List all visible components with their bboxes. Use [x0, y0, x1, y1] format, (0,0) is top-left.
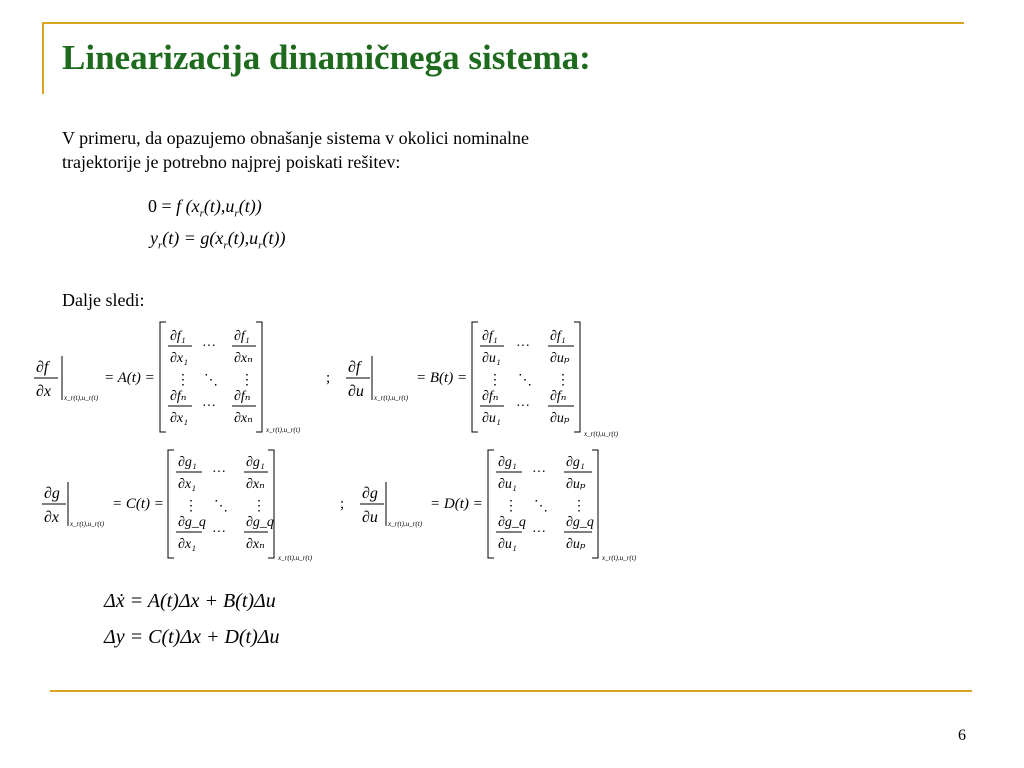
svg-text:⋮: ⋮: [176, 373, 190, 388]
svg-text:∂x: ∂x: [44, 509, 60, 526]
svg-text:∂u: ∂u: [362, 509, 378, 526]
svg-text:⋮: ⋮: [572, 499, 586, 514]
slide-title: Linearizacija dinamičnega sistema:: [62, 38, 591, 77]
svg-text:∂u₁: ∂u₁: [498, 477, 517, 492]
svg-text:⋮: ⋮: [184, 499, 198, 514]
svg-text:∂f₁: ∂f₁: [550, 329, 566, 344]
nominal-output-equation: $y_r(t) = g(x_r(t),u_r(t))$: [150, 228, 286, 252]
eval-subscript: x_r(t),u_r(t): [64, 394, 99, 402]
svg-text:x_r(t),u_r(t): x_r(t),u_r(t): [374, 394, 409, 402]
svg-text:∂x: ∂x: [36, 383, 52, 400]
linearized-output-equation: Δy = C(t)Δx + D(t)Δu: [104, 626, 280, 648]
svg-text:∂g₁: ∂g₁: [566, 455, 585, 470]
svg-text:∂x₁: ∂x₁: [178, 537, 196, 552]
svg-text:∂uₚ: ∂uₚ: [566, 537, 586, 552]
svg-text:x_r(t),u_r(t): x_r(t),u_r(t): [388, 520, 423, 528]
separator-1: ;: [326, 370, 331, 386]
matrix-a-block: [34, 322, 301, 434]
decorative-bottom-line: [50, 690, 972, 692]
a-label: = A(t) =: [104, 370, 155, 386]
svg-text:⋱: ⋱: [534, 499, 548, 514]
svg-text:···: ···: [212, 465, 226, 480]
svg-text:∂uₚ: ∂uₚ: [550, 411, 570, 426]
svg-text:∂g_q: ∂g_q: [498, 515, 526, 530]
svg-text:⋱: ⋱: [214, 499, 228, 514]
svg-text:∂f₁: ∂f₁: [482, 329, 498, 344]
svg-text:∂u₁: ∂u₁: [482, 411, 501, 426]
svg-text:∂g: ∂g: [362, 485, 378, 502]
nominal-state-equation: 0 = f $(x_r(t),u_r(t))$: [148, 196, 262, 220]
svg-text:∂g: ∂g: [44, 485, 60, 502]
c-label: = C(t) =: [112, 496, 164, 512]
svg-text:⋮: ⋮: [240, 373, 254, 388]
svg-text:∂fₙ: ∂fₙ: [482, 389, 499, 404]
svg-text:∂g_q: ∂g_q: [566, 515, 594, 530]
svg-text:∂xₙ: ∂xₙ: [246, 477, 265, 492]
svg-text:⋮: ⋮: [504, 499, 518, 514]
svg-text:∂uₚ: ∂uₚ: [550, 351, 570, 366]
d-label: = D(t) =: [430, 496, 483, 512]
svg-text:∂u₁: ∂u₁: [482, 351, 501, 366]
svg-text:···: ···: [516, 399, 530, 414]
svg-text:∂g₁: ∂g₁: [498, 455, 517, 470]
intro-paragraph: V primeru, da opazujemo obnašanje sistema v okolici nominalne trajektorije je potrebno najprej poiskati rešitev:: [62, 128, 530, 172]
svg-text:···: ···: [212, 525, 226, 540]
svg-text:∂u: ∂u: [348, 383, 364, 400]
matrix-d-block: [360, 450, 637, 562]
svg-text:∂x₁: ∂x₁: [178, 477, 196, 492]
svg-text:⋮: ⋮: [252, 499, 266, 514]
svg-text:∂f₁: ∂f₁: [170, 329, 186, 344]
svg-text:⋱: ⋱: [204, 373, 218, 388]
svg-text:x_r(t),u_r(t): x_r(t),u_r(t): [584, 430, 619, 438]
svg-text:···: ···: [516, 339, 530, 354]
svg-text:···: ···: [202, 339, 216, 354]
svg-text:∂xₙ: ∂xₙ: [234, 351, 253, 366]
svg-text:x_r(t),u_r(t): x_r(t),u_r(t): [266, 426, 301, 434]
separator-2: ;: [340, 496, 345, 512]
svg-text:∂xₙ: ∂xₙ: [246, 537, 265, 552]
svg-text:x_r(t),u_r(t): x_r(t),u_r(t): [70, 520, 105, 528]
svg-text:∂fₙ: ∂fₙ: [170, 389, 187, 404]
svg-text:∂f: ∂f: [348, 359, 361, 376]
svg-text:∂g₁: ∂g₁: [178, 455, 197, 470]
svg-text:∂u₁: ∂u₁: [498, 537, 517, 552]
svg-text:∂xₙ: ∂xₙ: [234, 411, 253, 426]
svg-text:x_r(t),u_r(t): x_r(t),u_r(t): [278, 554, 313, 562]
svg-text:∂fₙ: ∂fₙ: [550, 389, 567, 404]
svg-text:∂uₚ: ∂uₚ: [566, 477, 586, 492]
svg-text:∂fₙ: ∂fₙ: [234, 389, 251, 404]
matrix-c-block: [42, 450, 313, 562]
svg-text:∂g_q: ∂g_q: [246, 515, 274, 530]
b-label: = B(t) =: [416, 370, 468, 386]
svg-text:···: ···: [202, 399, 216, 414]
svg-text:···: ···: [532, 465, 546, 480]
svg-text:∂g_q: ∂g_q: [178, 515, 206, 530]
page-number: 6: [958, 727, 966, 744]
svg-text:∂f₁: ∂f₁: [234, 329, 250, 344]
svg-text:⋱: ⋱: [518, 373, 532, 388]
svg-text:⋮: ⋮: [488, 373, 502, 388]
svg-text:⋮: ⋮: [556, 373, 570, 388]
svg-text:∂x₁: ∂x₁: [170, 411, 188, 426]
matrix-b-block: [346, 322, 619, 438]
svg-text:∂f: ∂f: [36, 359, 49, 376]
dalje-label: Dalje sledi:: [62, 290, 145, 310]
svg-text:∂g₁: ∂g₁: [246, 455, 265, 470]
linearized-state-equation: Δẋ = A(t)Δx + B(t)Δu: [104, 590, 276, 612]
svg-text:x_r(t),u_r(t): x_r(t),u_r(t): [602, 554, 637, 562]
svg-text:···: ···: [532, 525, 546, 540]
svg-text:∂x₁: ∂x₁: [170, 351, 188, 366]
